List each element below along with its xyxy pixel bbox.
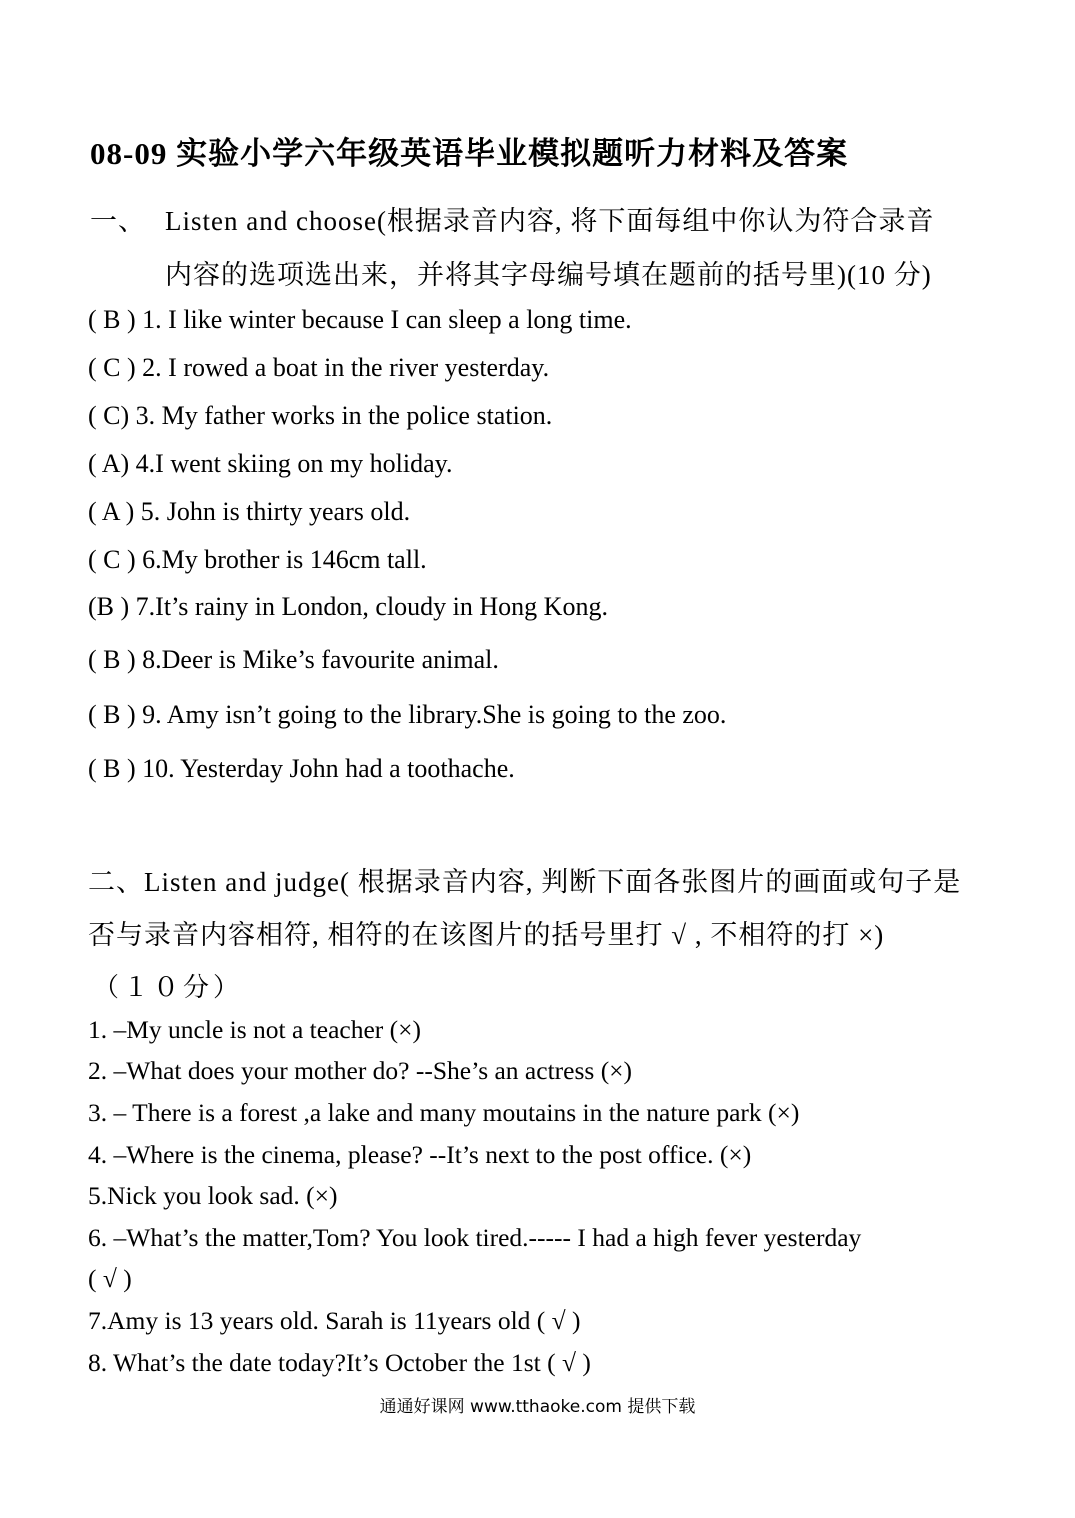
section1-item-10: ( B ) 10. Yesterday John had a toothache.	[88, 754, 515, 783]
section1-item-6: ( C ) 6.My brother is 146cm tall.	[88, 545, 427, 574]
section1-item-2: ( C ) 2. I rowed a boat in the river yesterday.	[88, 353, 550, 382]
section1-item-5: ( A ) 5. John is thirty years old.	[88, 497, 411, 526]
section2-item-6: 6. –What’s the matter,Tom? You look tired.----- I had a high fever yesterday	[88, 1223, 862, 1252]
section2-item-7: 7.Amy is 13 years old. Sarah is 11years old ( √ )	[88, 1306, 581, 1335]
section1-heading-line2: 内容的选项选出来，并将其字母编号填在题前的括号里)(10 分)	[165, 260, 932, 290]
section1-item-9: ( B ) 9. Amy isn’t going to the library.She is going to the zoo.	[88, 700, 727, 729]
section1-item-8: ( B ) 8.Deer is Mike’s favourite animal.	[88, 645, 499, 674]
section2-item-4: 4. –Where is the cinema, please? --It’s next to the post office. (×)	[88, 1140, 752, 1169]
section2-item-5: 5.Nick you look sad. (×)	[88, 1181, 338, 1210]
section2-item-1: 1. –My uncle is not a teacher (×)	[88, 1015, 422, 1044]
section2-item-2: 2. –What does your mother do? --She’s an actress (×)	[88, 1056, 633, 1085]
section1-item-4: ( A) 4.I went skiing on my holiday.	[88, 449, 453, 478]
section2-item-3: 3. – There is a forest ,a lake and many moutains in the nature park (×)	[88, 1098, 800, 1127]
section1-item-1: ( B ) 1. I like winter because I can sleep a long time.	[88, 305, 632, 334]
section2-item-6-mark: ( √ )	[88, 1264, 132, 1293]
section1-number: 一、	[90, 206, 146, 236]
section2-item-8: 8. What’s the date today?It’s October the 1st ( √ )	[88, 1348, 591, 1377]
section2-score: （１０分）	[93, 973, 244, 1002]
section1-item-7: (B ) 7.It’s rainy in London, cloudy in Hong Kong.	[88, 592, 608, 621]
section2-heading-line2: 否与录音内容相符, 相符的在该图片的括号里打 √ , 不相符的打 ×)	[88, 920, 885, 950]
page-title: 08-09 实验小学六年级英语毕业模拟题听力材料及答案	[90, 136, 849, 171]
section2-heading-line1: 二、Listen and judge( 根据录音内容, 判断下面各张图片的画面或句子是	[88, 867, 962, 897]
section1-item-3: ( C) 3. My father works in the police station.	[88, 401, 553, 430]
section1-heading-line1: Listen and choose(根据录音内容, 将下面每组中你认为符合录音	[165, 206, 935, 236]
page-footer: 通通好课网 www.tthaoke.com 提供下载	[379, 1397, 696, 1417]
